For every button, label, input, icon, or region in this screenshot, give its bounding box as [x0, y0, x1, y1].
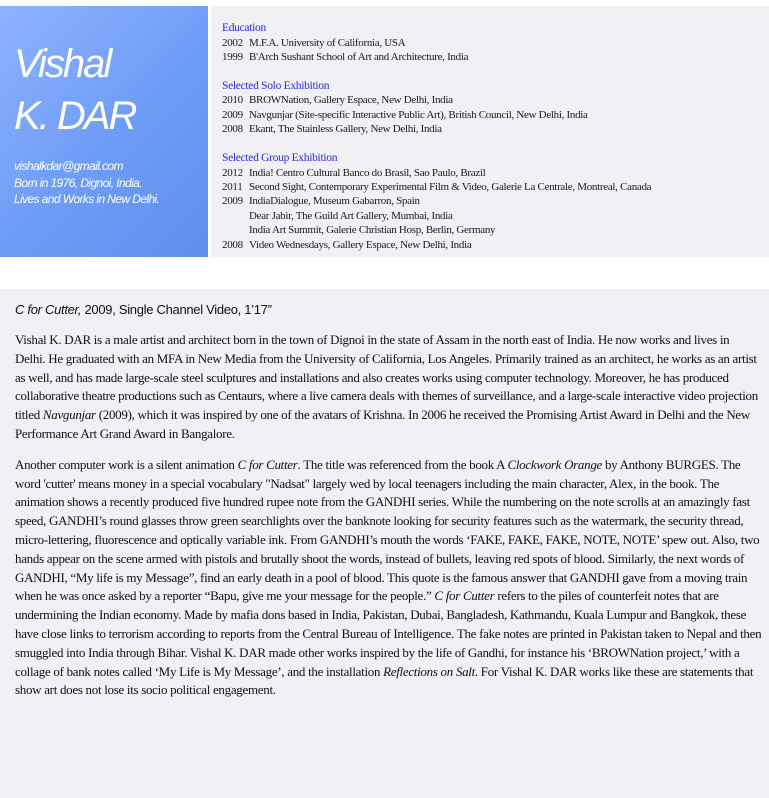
artist-email[interactable]: vishalkdar@gmail.com [14, 159, 123, 173]
solo-exhibition-item: 2010 BROWNation, Gallery Espace, New Delhi, India [222, 94, 453, 107]
group-exhibition-section [222, 151, 769, 252]
cv-panel [211, 6, 769, 257]
group-exhibition-heading: Selected Group Exhibition [222, 152, 338, 165]
artist-name-panel [0, 6, 208, 257]
work-name: C for Cutter, [15, 302, 82, 317]
education-item: 2002 M.F.A. University of California, USA [222, 36, 406, 49]
education-heading: Education [222, 22, 266, 34]
solo-exhibition-section [222, 79, 769, 137]
artist-first-name: Vishal [14, 42, 111, 86]
work-details: 2009, Single Channel Video, 1’17” [81, 302, 272, 317]
solo-exhibition-item: 2009 Navgunjar (Site-specific Interactive Public Art), British Council, New Delhi, India [222, 108, 588, 121]
bio-paragraph: Another computer work is a silent animation C for Cutter. The title was referenced from the book A Clockwork Orange by Anthony BURGES. The word 'cutter' means money in a special vocabulary "Nadsat" largely wed by local teenagers including the main character, Alex, in the book. The animation shows a recently produced five hundred rupee note from the GANDHI series. While the numbering on the note scrolls at an amazingly fast speed, GANDHI’s round glasses throw green searchlights over the banknote looking for security features such as the watermark, the security thread, micro-lettering, fluorescence and optically variable ink. From GANDHI’s mouth the words ‘FAKE, FAKE, FAKE, NOTE, NOTE’ spew out. Also, two hands appear on the scene armed with pistols and brutally shoot the words, instead of bullets, leaving red spots of blood. Similarly, the next words of GANDHI, “My life is my Message”, find an early death in a pool of blood. This quote is the famous answer that GANDHI gave from a moving train when he was once asked by a reporter “Bapu, give me your message for the people.” C for Cutter refers to the piles of counterfeit notes that are undermining the Indian economy. Made by mafia dons based in India, Pakistan, Dubai, Bangladesh, Kathmandu, Kuala Lumpur and Bangkok, these have close links to terrorism according to reports from the Central Bureau of Intelligence. The fake notes are printed in Pakistan taken to Nepal and then smuggled into India through Bihar. Vishal K. DAR made other works inspired by the life of Gandhi, for instance his ‘BROWNation project,’ with a collage of bank notes called ‘My Life is My Message’, and the installation Reflections on Salt. For Vishal K. DAR works like these are statements that show art does not lose its socio political engagement. [15, 456, 762, 698]
group-exhibition-item: 2009 IndiaDialogue, Museum Gabarron, Spain [222, 195, 420, 208]
artist-birth: Born in 1976, Dignoi, India. [14, 175, 142, 190]
artist-contact [14, 158, 208, 208]
bio-paragraph: Vishal K. DAR is a male artist and architect born in the town of Dignoi in the state of Assam in the north east of India. He now works and lives in Delhi. He graduated with an MFA in New Media from the University of California, Los Angeles. Primarily trained as an architect, he works as an artist as well, and has made large-scale steel sculptures and installations and also creates works using computer technology. Moreover, he has produced collaborative theatre productions such as Centaurs, where a live camera deals with themes of surveillance, and a large-scale interactive video projection titled Navgunjar (2009), which it was inspired by one of the avatars of Krishna. In 2006 he received the Promising Artist Award in Delhi and the New Performance Art Grand Award in Bangalore. [15, 332, 758, 441]
group-exhibition-item: 2012 India! Centro Cultural Banco do Brasil, Sao Paulo, Brazil [222, 166, 486, 179]
biography-panel [0, 289, 769, 798]
education-item: 1999 B'Arch Sushant School of Art and Architecture, India [222, 50, 469, 63]
work-title [15, 301, 762, 319]
solo-exhibition-heading: Selected Solo Exhibition [222, 79, 330, 92]
group-exhibition-item: Dear Jabir, The Guild Art Gallery, Mumbai, India [249, 209, 453, 222]
group-exhibition-item: 2011 Second Sight, Contemporary Experimental Film & Video, Galerie La Centrale, Montreal, Canada [222, 180, 652, 193]
education-section [222, 21, 769, 64]
solo-exhibition-item: 2008 Ekant, The Stainless Gallery, New Delhi, India [222, 123, 442, 136]
group-exhibition-item: 2008 Video Wednesdays, Gallery Espace, New Delhi, India [222, 238, 472, 251]
artist-last-name: K. DAR [14, 94, 136, 138]
artist-residence: Lives and Works in New Delhi. [14, 192, 160, 206]
group-exhibition-item: India Art Summit, Galerie Christian Hosp, Berlin, Germany [249, 224, 496, 237]
